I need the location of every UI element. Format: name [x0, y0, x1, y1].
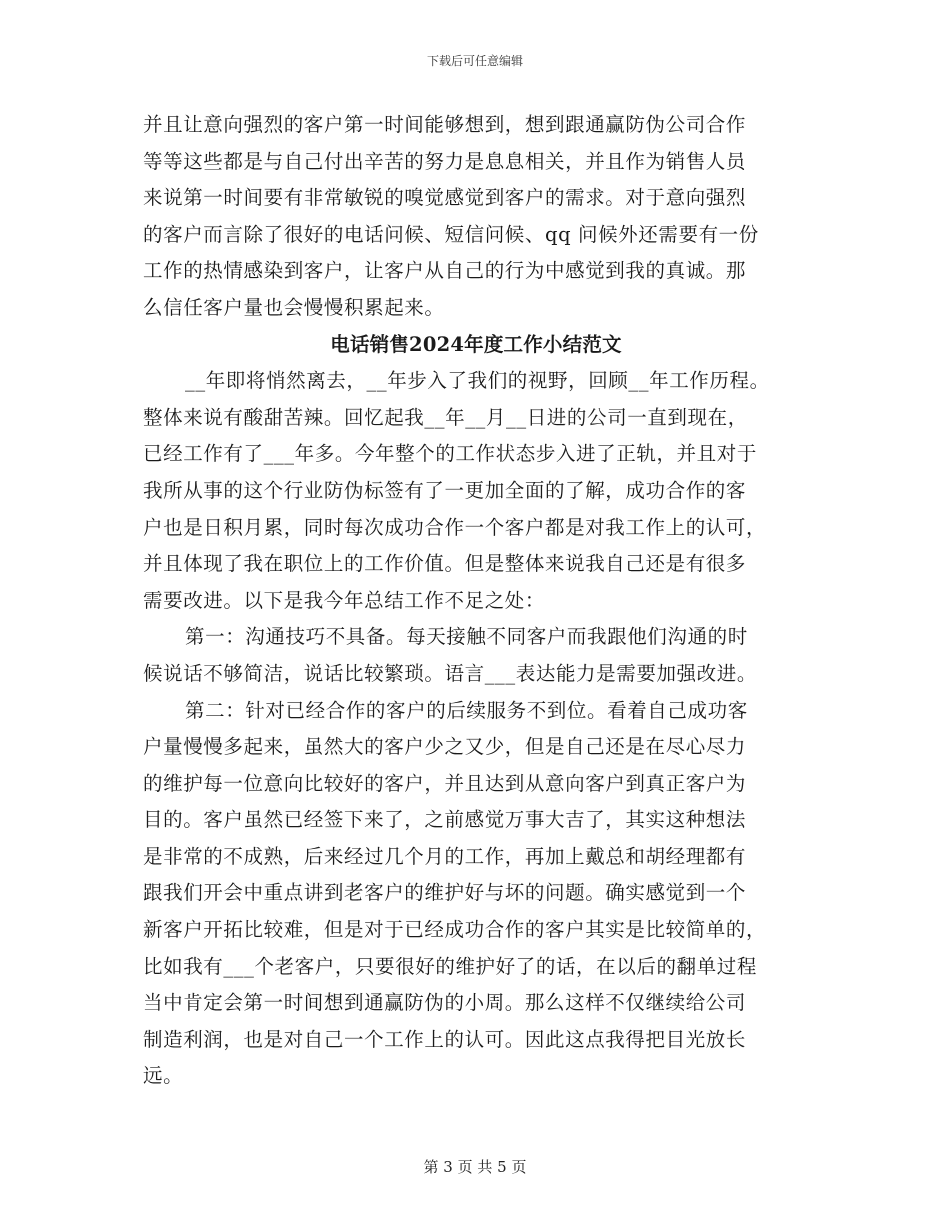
paragraph-line: 并且让意向强烈的客户第一时间能够想到，想到跟通赢防伪公司合作: [143, 113, 747, 136]
paragraph-line: 制造利润，也是对自己一个工作上的认可。因此这点我得把目光放长: [143, 1027, 747, 1051]
paragraph-line: 已经工作有了___年多。今年整个的工作状态步入进了正轨，并且对于: [143, 442, 757, 466]
paragraph-line: 户也是日积月累，同时每次成功合作一个客户都是对我工作上的认可，: [143, 515, 767, 539]
paragraph-line: 户量慢慢多起来，虽然大的客户少之又少，但是自己还是在尽心尽力: [143, 735, 747, 759]
document-title: 电话销售2024年度工作小结范文: [330, 332, 622, 356]
paragraph-intro: [143, 363, 809, 619]
paragraph-line: 候说话不够简洁，说话比较繁琐。语言___表达能力是需要加强改进。: [143, 661, 757, 685]
paragraph-line: 等等这些都是与自己付出辛苦的努力是息息相关，并且作为销售人员: [143, 149, 747, 173]
paragraph-point-two: [143, 693, 809, 1096]
paragraph-line: 当中肯定会第一时间想到通赢防伪的小周。那么这样不仅继续给公司: [143, 991, 747, 1015]
paragraph-line: 么信任客户量也会慢慢积累起来。: [143, 295, 445, 319]
paragraph-continuation: [143, 107, 809, 327]
paragraph-line: 第一：沟通技巧不具备。每天接触不同客户而我跟他们沟通的时: [185, 625, 748, 649]
paragraph-line: __年即将悄然离去，__年步入了我们的视野，回顾__年工作历程。: [185, 369, 770, 393]
page-number: 第 3 页 共 5 页: [423, 1158, 527, 1176]
paragraph-line: 的客户而言除了很好的电话问候、短信问候、qq 问候外还需要有一份: [143, 222, 759, 246]
paragraph-line: 目的。客户虽然已经签下来了，之前感觉万事大吉了，其实这种想法: [143, 808, 747, 832]
paragraph-line: 新客户开拓比较难，但是对于已经成功合作的客户其实是比较简单的，: [143, 918, 767, 942]
paragraph-line: 工作的热情感染到客户，让客户从自己的行为中感觉到我的真诚。那: [143, 259, 747, 283]
paragraph-line: 来说第一时间要有非常敏锐的嗅觉感觉到客户的需求。对于意向强烈: [143, 186, 747, 210]
paragraph-line: 跟我们开会中重点讲到老客户的维护好与坏的问题。确实感觉到一个: [143, 881, 747, 905]
paragraph-line: 的维护每一位意向比较好的客户，并且达到从意向客户到真正客户为: [143, 771, 747, 795]
paragraph-line: 比如我有___个老客户，只要很好的维护好了的话，在以后的翻单过程: [143, 954, 757, 978]
paragraph-line: 是非常的不成熟，后来经过几个月的工作，再加上戴总和胡经理都有: [143, 844, 747, 868]
page-header-note: 下载后可任意编辑: [426, 54, 523, 68]
paragraph-line: 我所从事的这个行业防伪标签有了一更加全面的了解，成功合作的客: [143, 478, 747, 502]
paragraph-line: 需要改进。以下是我今年总结工作不足之处：: [143, 588, 546, 612]
paragraph-line: 第二：针对已经合作的客户的后续服务不到位。看着自己成功客: [185, 698, 748, 722]
paragraph-point-one: [143, 619, 809, 692]
paragraph-line: 远。: [143, 1064, 184, 1088]
paragraph-line: 整体来说有酸甜苦辣。回忆起我__年__月__日进的公司一直到现在，: [143, 405, 748, 429]
paragraph-line: 并且体现了我在职位上的工作价值。但是整体来说我自己还是有很多: [143, 552, 747, 576]
document-body: [143, 107, 809, 1095]
